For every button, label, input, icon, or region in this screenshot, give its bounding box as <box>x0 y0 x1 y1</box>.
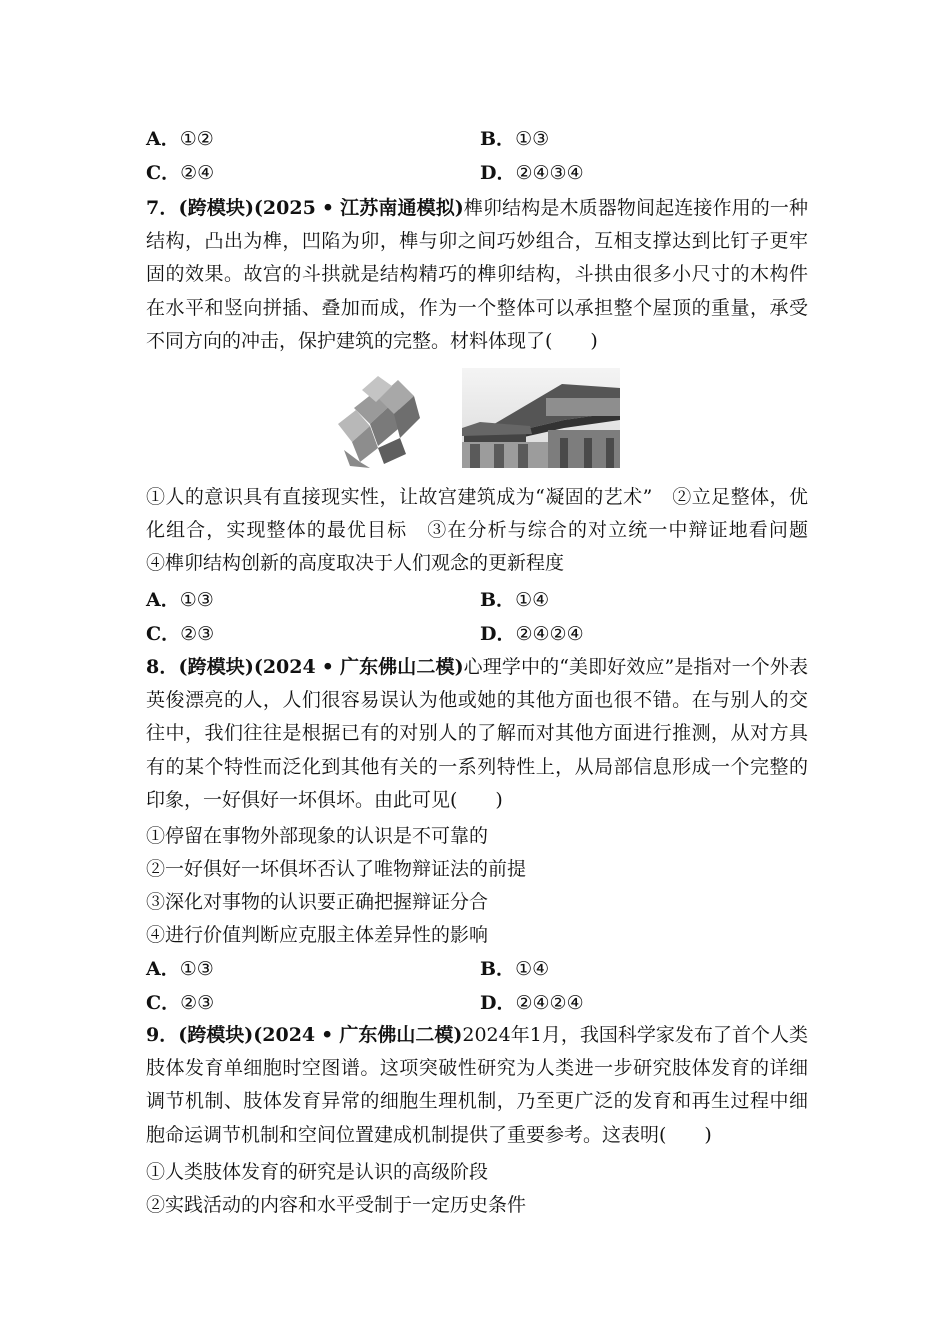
q8-source: 广东佛山二模) <box>339 656 464 678</box>
q7-stem <box>146 192 808 358</box>
q8-option-c[interactable]: C．②③ <box>146 992 215 1014</box>
q9-sep: • <box>321 1024 334 1046</box>
q9-body: 2024年1月，我国科学家发布了首个人类肢体发育单细胞时空图谱。这项突破性研究为人类进一步研究肢体发育的详细调节机制、肢体发育异常的细胞生理机制，乃至更广泛的发育和再生过程中细胞命运调节机制和空间位置建成机制提供了重要参考。这表明( ) <box>146 1024 808 1146</box>
q6-option-c[interactable]: C．②④ <box>146 162 215 184</box>
q9-statement-1: ①人类肢体发育的研究是认识的高级阶段 <box>146 1161 489 1183</box>
q7-figure-svg <box>334 368 624 470</box>
q8-stem <box>146 651 808 817</box>
q8-sep: • <box>321 656 334 678</box>
q9-stem <box>146 1019 808 1152</box>
q9-source: 广东佛山二模) <box>339 1024 463 1046</box>
q7-option-a[interactable]: A．①③ <box>146 589 214 611</box>
q7-options-row-2 <box>146 619 806 647</box>
q8-options-row-2 <box>146 988 806 1016</box>
q7-option-b[interactable]: B．①④ <box>480 589 550 611</box>
q7-option-d[interactable]: D．②④②④ <box>480 623 584 645</box>
wooden-puzzle-icon <box>338 376 420 468</box>
q8-statement-4: ④进行价值判断应克服主体差异性的影响 <box>146 924 489 946</box>
q6-options-row-2 <box>146 158 806 186</box>
q9-tag: (跨模块)(2024 <box>178 1024 316 1046</box>
q9-statement-2: ②实践活动的内容和水平受制于一定历史条件 <box>146 1194 527 1216</box>
q7-number: 7． <box>146 197 179 219</box>
q8-number: 8． <box>146 656 179 678</box>
q8-option-b[interactable]: B．①④ <box>480 958 550 980</box>
q6-option-d[interactable]: D．②④③④ <box>480 162 584 184</box>
q8-statement-2: ②一好俱好一坏俱坏否认了唯物辩证法的前提 <box>146 858 527 880</box>
q7-statements: ①人的意识具有直接现实性，让故宫建筑成为“凝固的艺术” ②立足整体，优化组合，实现整体的最优目标 ③在分析与综合的对立统一中辩证地看问题 ④榫卯结构创新的高度取决于人们观念的更新程度 <box>146 486 828 575</box>
q6-options-row-1 <box>146 124 806 152</box>
q7-options-row-1 <box>146 585 806 613</box>
palace-roof-icon <box>462 368 620 468</box>
q7-body: 榫卯结构是木质器物间起连接作用的一种结构，凸出为榫，凹陷为卯，榫与卯之间巧妙组合，互相支撑达到比钉子更牢固的效果。故宫的斗拱就是结构精巧的榫卯结构，斗拱由很多小尺寸的木构件在水平和竖向拼插、叠加而成，作为一个整体可以承担整个屋顶的重量，承受不同方向的冲击，保护建筑的完整。材料体现了( ) <box>146 197 808 352</box>
q9-number: 9． <box>146 1024 179 1046</box>
q7-option-c[interactable]: C．②③ <box>146 623 215 645</box>
q8-option-d[interactable]: D．②④②④ <box>480 992 584 1014</box>
q8-statement-1: ①停留在事物外部现象的认识是不可靠的 <box>146 825 489 847</box>
q7-figures <box>334 368 624 470</box>
q8-body: 心理学中的“美即好效应”是指对一个外表英俊漂亮的人，人们很容易误认为他或她的其他方面也很不错。在与别人的交往中，我们往往是根据已有的对别人的了解而对其他方面进行推测，从对方具有的某个特性而泛化到其他有关的一系列特性上，从局部信息形成一个完整的印象，一好俱好一坏俱坏。由此可见( ) <box>146 656 808 811</box>
q8-statement-3: ③深化对事物的认识要正确把握辩证分合 <box>146 891 489 913</box>
q8-tag: (跨模块)(2024 <box>178 656 316 678</box>
q8-options-row-1 <box>146 954 806 982</box>
q6-option-a[interactable]: A．①② <box>146 128 214 150</box>
q7-sep: • <box>321 197 334 219</box>
q7-source: 江苏南通模拟) <box>339 197 464 219</box>
q6-option-b[interactable]: B．①③ <box>480 128 550 150</box>
q8-option-a[interactable]: A．①③ <box>146 958 214 980</box>
q7-tag: (跨模块)(2025 <box>178 197 316 219</box>
